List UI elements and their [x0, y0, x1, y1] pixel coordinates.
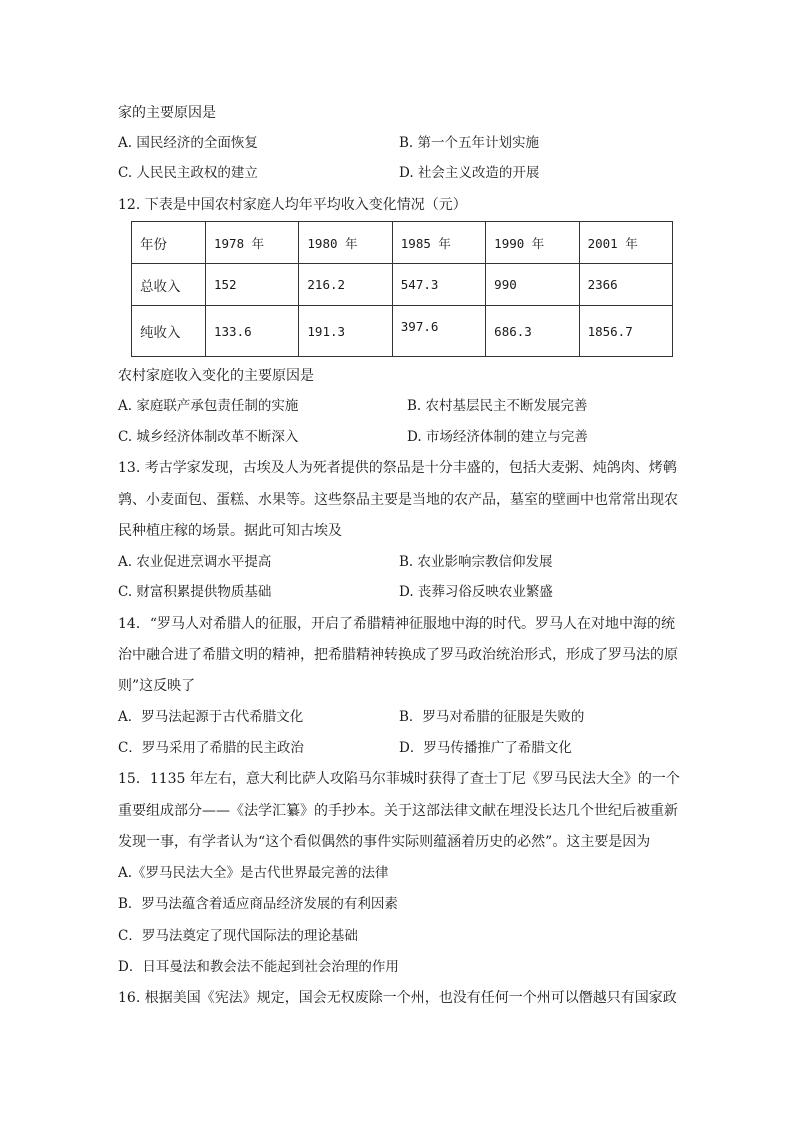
q12-stem: 12. 下表是中国农村家庭人均年平均收入变化情况（元） — [118, 197, 467, 213]
table-header-cell: 年份 — [132, 222, 206, 264]
q14-option-b: B．罗马对希腊的征服是失败的 — [399, 709, 585, 725]
table-cell: 216.2 — [299, 264, 392, 306]
q13-option-c: C. 财富积累提供物质基础 — [118, 584, 272, 600]
q15-option-c: C．罗马法奠定了现代国际法的理论基础 — [118, 928, 358, 944]
table-header-cell: 1978 年 — [206, 222, 299, 264]
table-cell: 547.3 — [392, 264, 485, 306]
q14-stem-line: 治中融合进了希腊文明的精神，把希腊精神转换成了罗马政治统治形式，形成了罗马法的原 — [118, 647, 678, 663]
table-cell-value: 397.6 — [400, 318, 439, 334]
q13-stem-line: 民种植庄稼的场景。据此可知古埃及 — [118, 523, 342, 539]
q14-stem-line: 则”这反映了 — [118, 678, 196, 694]
q14-option-c: C．罗马采用了希腊的民主政治 — [118, 740, 304, 756]
q13-option-d: D. 丧葬习俗反映农业繁盛 — [399, 584, 553, 600]
table-cell — [392, 306, 485, 357]
table-cell: 133.6 — [206, 306, 299, 357]
q11-option-b: B. 第一个五年计划实施 — [399, 135, 540, 151]
q11-stem-tail: 家的主要原因是 — [118, 105, 216, 121]
q12-option-d: D. 市场经济体制的建立与完善 — [407, 429, 588, 445]
q12-option-c: C. 城乡经济体制改革不断深入 — [118, 429, 299, 445]
q13-option-a: A. 农业促进烹调水平提高 — [118, 554, 272, 570]
table-cell: 总收入 — [132, 264, 206, 306]
q14-option-d: D．罗马传播推广了希腊文化 — [399, 740, 572, 756]
table-header-cell: 2001 年 — [579, 222, 672, 264]
table-cell: 1856.7 — [579, 306, 672, 357]
q11-option-a: A. 国民经济的全面恢复 — [118, 135, 258, 151]
q12-option-a: A. 家庭联产承包责任制的实施 — [118, 398, 299, 414]
q11-option-d: D. 社会主义改造的开展 — [399, 165, 540, 181]
q13-stem-line: 13. 考古学家发现，古埃及人为死者提供的祭品是十分丰盛的，包括大麦粥、炖鸽肉、烤鹌 — [118, 460, 677, 476]
table-header-cell: 1980 年 — [299, 222, 392, 264]
q15-option-a: A.《罗马民法大全》是古代世界最完善的法律 — [118, 865, 389, 881]
q15-stem-line: 发现一事，有学者认为“这个看似偶然的事件实际则蕴涵着历史的必然”。这主要是因为 — [118, 834, 651, 850]
table-cell: 152 — [206, 264, 299, 306]
table-header-cell: 1985 年 — [392, 222, 485, 264]
q12-option-b: B. 农村基层民主不断发展完善 — [407, 398, 588, 414]
table-cell: 2366 — [579, 264, 672, 306]
table-row — [132, 222, 673, 264]
q14-stem-line: 14．“罗马人对希腊人的征服，开启了希腊精神征服地中海的时代。罗马人在对地中海的统 — [118, 616, 675, 632]
q15-option-d: D．日耳曼法和教会法不能起到社会治理的作用 — [118, 959, 399, 975]
q15-stem-line: 重要组成部分——《法学汇纂》的手抄本。关于这部法律文献在埋没长达几个世纪后被重新 — [118, 803, 678, 819]
q13-stem-line: 鹑、小麦面包、蛋糕、水果等。这些祭品主要是当地的农产品，墓室的壁画中也常常出现农 — [118, 492, 678, 508]
table-cell: 191.3 — [299, 306, 392, 357]
table-cell: 纯收入 — [132, 306, 206, 357]
income-table — [131, 221, 673, 357]
q13-option-b: B. 农业影响宗教信仰发展 — [399, 554, 553, 570]
table-row — [132, 306, 673, 357]
table-cell: 686.3 — [486, 306, 579, 357]
q12-question: 农村家庭收入变化的主要原因是 — [118, 368, 314, 384]
q15-option-b: B．罗马法蕴含着适应商品经济发展的有利因素 — [118, 896, 398, 912]
q16-stem-line: 16. 根据美国《宪法》规定，国会无权废除一个州，也没有任何一个州可以僭越只有国家政 — [118, 990, 677, 1006]
table-cell: 990 — [486, 264, 579, 306]
q11-option-c: C. 人民民主政权的建立 — [118, 165, 258, 181]
q14-option-a: A．罗马法起源于古代希腊文化 — [118, 709, 304, 725]
table-header-cell: 1990 年 — [486, 222, 579, 264]
q15-stem-line: 15．1135 年左右，意大利比萨人攻陷马尔菲城时获得了查士丁尼《罗马民法大全》的一个 — [118, 771, 680, 787]
table-row — [132, 264, 673, 306]
